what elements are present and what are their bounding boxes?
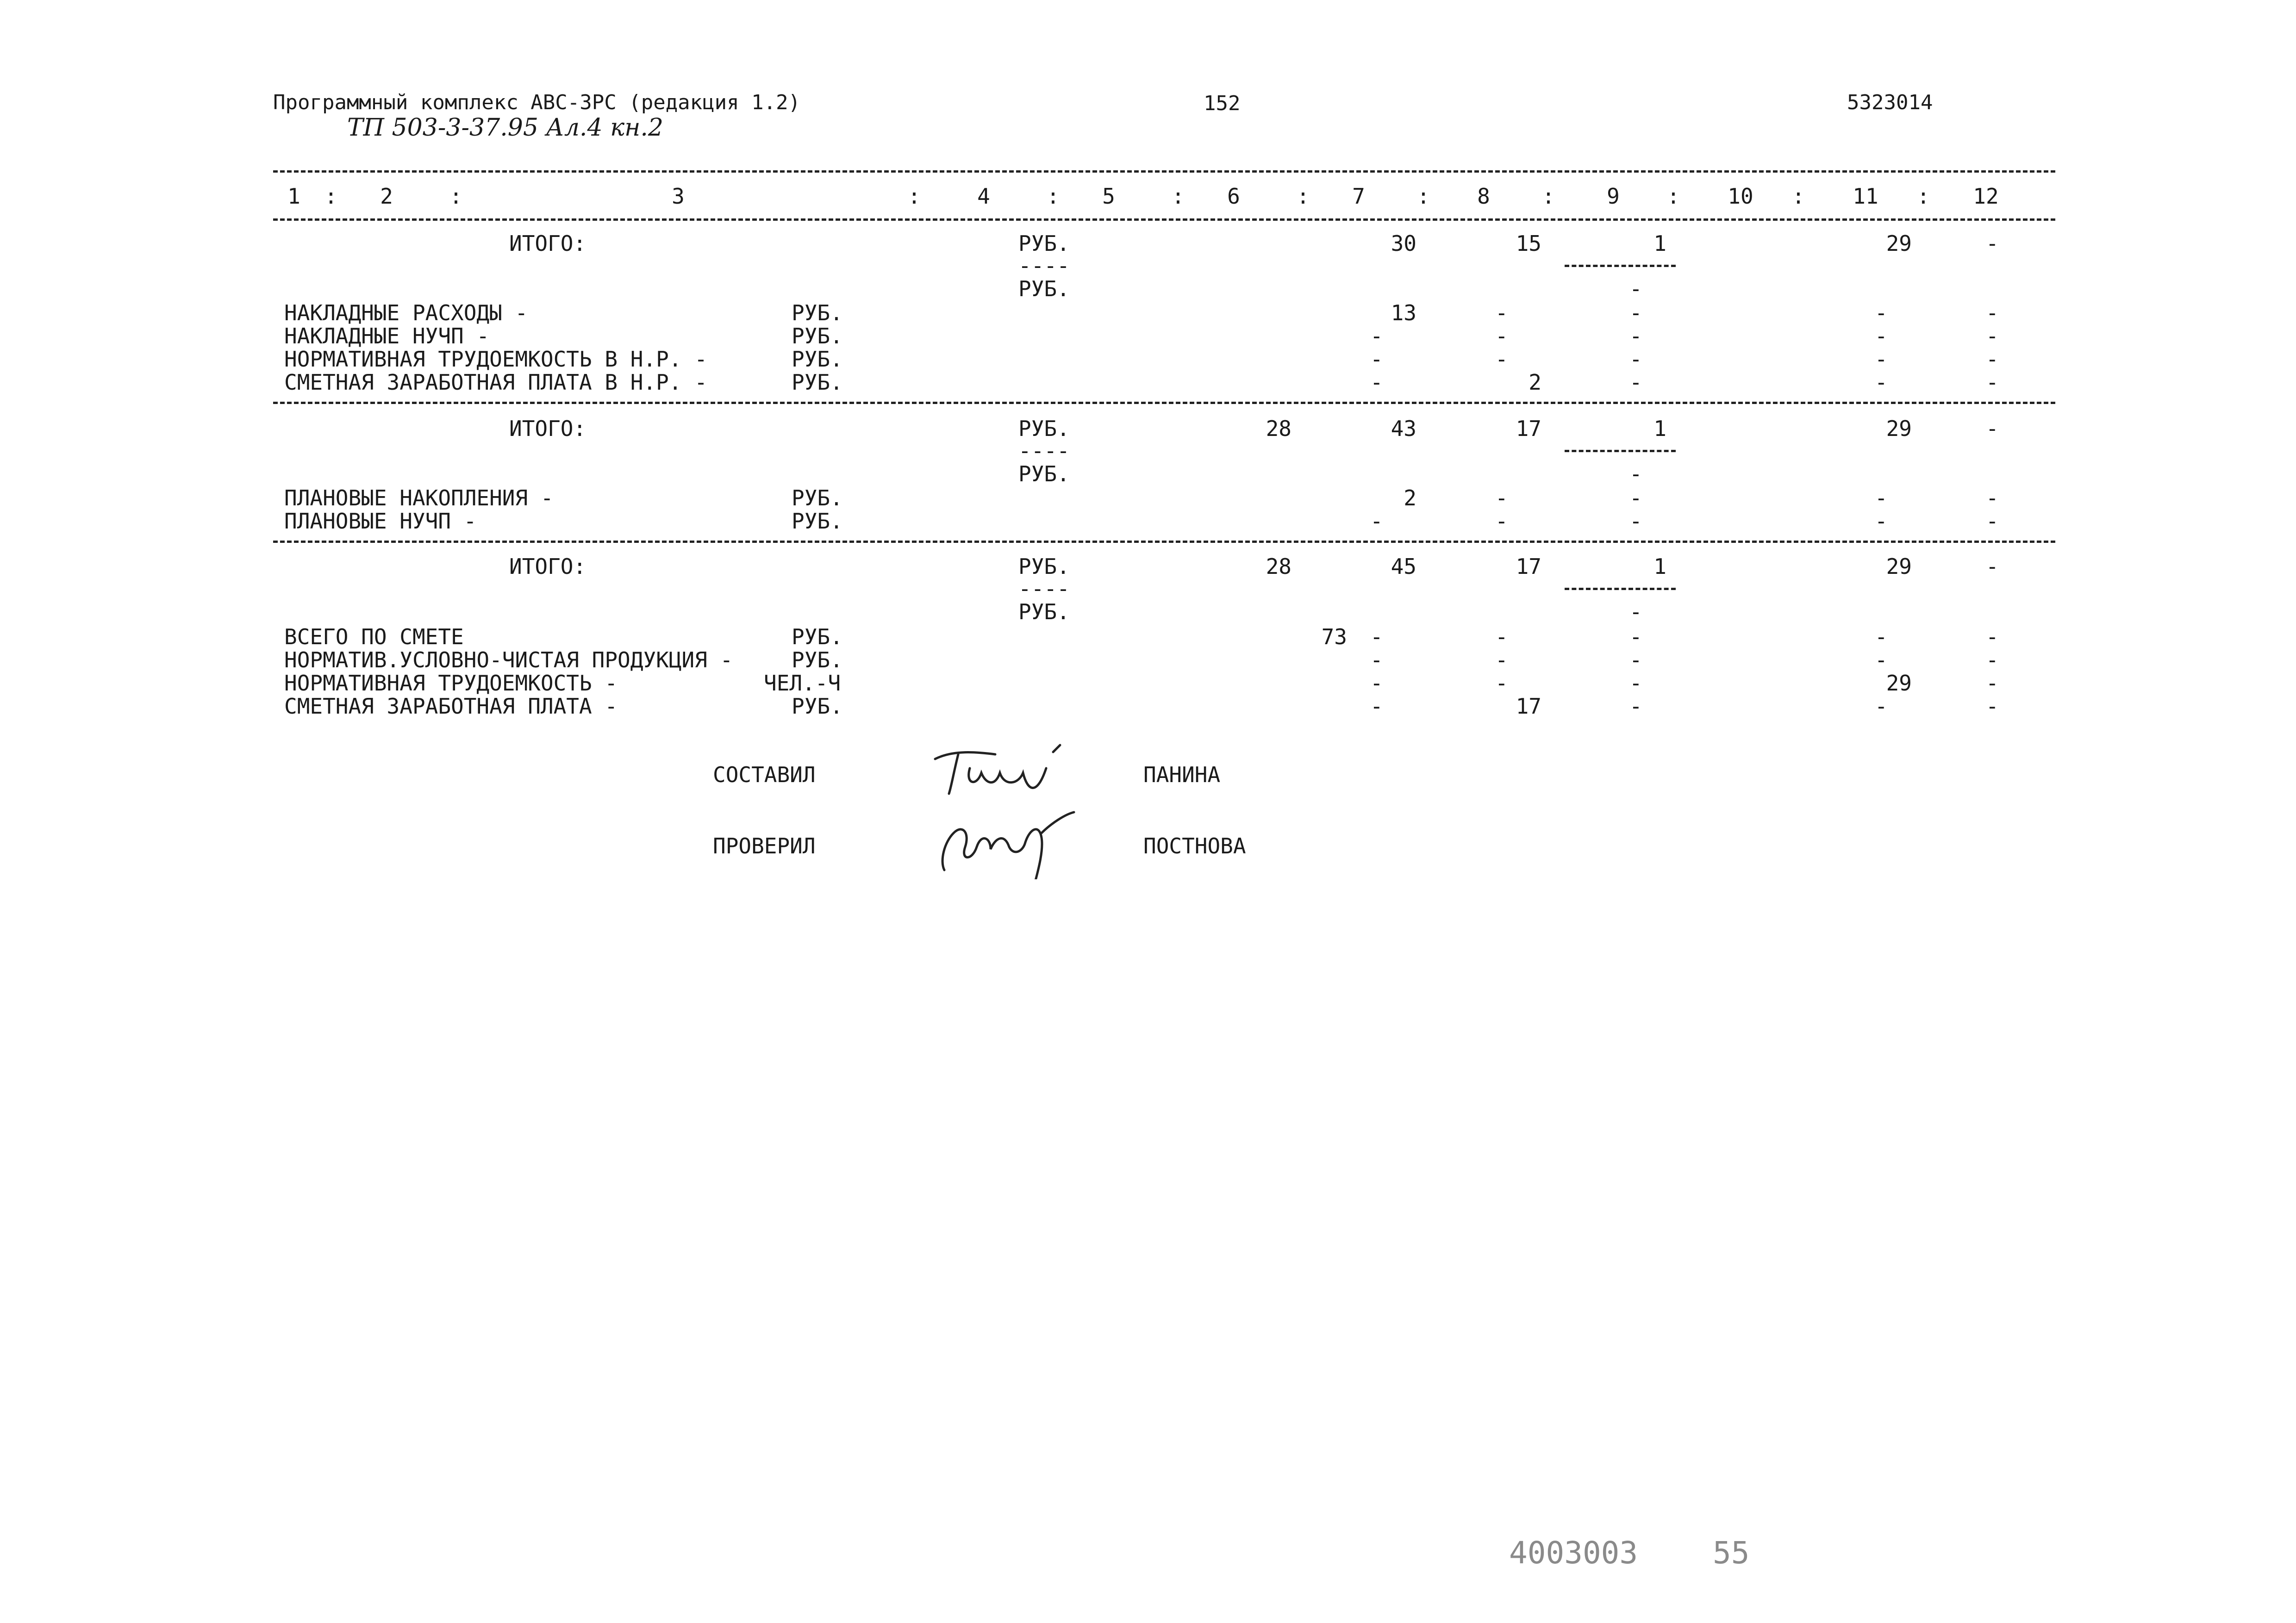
section-rule <box>273 402 2055 404</box>
cell-col8: 17 <box>1516 694 1541 719</box>
row-label: НОРМАТИВ.УСЛОВНО-ЧИСТАЯ ПРОДУКЦИЯ - <box>284 647 733 672</box>
subtotal-rule <box>1565 265 1676 267</box>
row-label: НОРМАТИВНАЯ ТРУДОЕМКОСТЬ - <box>284 671 618 696</box>
cell-col8: 15 <box>1516 231 1541 256</box>
cell-col12: - <box>1986 647 1999 672</box>
cell-col9: - <box>1629 323 1642 348</box>
checked-by-name: ПОСТНОВА <box>1143 833 1246 858</box>
cell-col7: - <box>1370 370 1383 395</box>
cell-col12: - <box>1986 671 1999 696</box>
column-number-12: 12 <box>1973 184 1999 209</box>
cell-col9: 1 <box>1653 554 1666 579</box>
column-separator: : <box>1172 184 1185 209</box>
cell-col12: - <box>1986 509 1999 534</box>
total-label: ИТОГО: <box>509 554 586 579</box>
column-number-7: 7 <box>1352 184 1365 209</box>
column-separator: : <box>1047 184 1060 209</box>
row-label: СМЕТНАЯ ЗАРАБОТНАЯ ПЛАТА - <box>284 694 618 719</box>
cell-col8: - <box>1495 624 1508 649</box>
total-unit: РУБ. <box>1018 231 1070 256</box>
project-handwritten-reference: ТП 503-3-37.95 Ал.4 кн.2 <box>347 114 663 142</box>
cell-col12: - <box>1986 485 1999 510</box>
cell-col7: 43 <box>1391 416 1416 441</box>
row-unit: РУБ. <box>792 370 843 395</box>
subtotal-rule <box>1565 450 1676 452</box>
column-number-2: 2 <box>380 184 393 209</box>
archive-stamp: 4003003 <box>1509 1535 1638 1571</box>
row-unit: РУБ. <box>792 694 843 719</box>
column-separator: : <box>908 184 921 209</box>
program-title: Программный комплекс АВС-ЗРС (редакция 1.2) <box>273 91 801 114</box>
row-label: НАКЛАДНЫЕ РАСХОДЫ - <box>284 300 528 325</box>
row-unit: ЧЕЛ.-Ч <box>764 671 841 696</box>
cell-col9-second: - <box>1629 599 1642 624</box>
cell-col9: - <box>1629 694 1642 719</box>
cell-col7: 30 <box>1391 231 1416 256</box>
cell-col12: - <box>1986 370 1999 395</box>
checked-by-label: ПРОВЕРИЛ <box>713 833 816 858</box>
cell-col8: - <box>1495 671 1508 696</box>
page-number: 152 <box>1204 92 1241 115</box>
cell-col12: - <box>1986 624 1999 649</box>
cell-col11: - <box>1875 509 1888 534</box>
total-unit-second: РУБ. <box>1018 276 1070 301</box>
cell-col6: 28 <box>1266 416 1292 441</box>
cell-col7: 13 <box>1391 300 1416 325</box>
column-number-9: 9 <box>1607 184 1620 209</box>
subtotal-rule <box>1565 588 1676 590</box>
column-number-11: 11 <box>1853 184 1878 209</box>
cell-col8: 17 <box>1516 416 1541 441</box>
row-unit: РУБ. <box>792 347 843 372</box>
cell-col6: 28 <box>1266 554 1292 579</box>
cell-col9: - <box>1629 347 1642 372</box>
column-number-4: 4 <box>977 184 990 209</box>
cell-col8: - <box>1495 323 1508 348</box>
row-label: СМЕТНАЯ ЗАРАБОТНАЯ ПЛАТА В Н.Р. - <box>284 370 707 395</box>
cell-col7: - <box>1370 647 1383 672</box>
total-unit: РУБ. <box>1018 554 1070 579</box>
compiled-by-name: ПАНИНА <box>1143 762 1221 787</box>
cell-col9: - <box>1629 671 1642 696</box>
row-unit: РУБ. <box>792 485 843 510</box>
total-unit-second: РУБ. <box>1018 599 1070 624</box>
header-bottom-rule <box>273 218 2055 221</box>
cell-col12: - <box>1986 231 1999 256</box>
compiled-by-label: СОСТАВИЛ <box>713 762 816 787</box>
column-separator: : <box>324 184 337 209</box>
row-label: ВСЕГО ПО СМЕТЕ <box>284 624 464 649</box>
row-unit: РУБ. <box>792 300 843 325</box>
column-number-10: 10 <box>1728 184 1753 209</box>
cell-col8: - <box>1495 485 1508 510</box>
cell-col12: - <box>1986 694 1999 719</box>
cell-col12: - <box>1986 416 1999 441</box>
cell-col9: - <box>1629 300 1642 325</box>
total-label: ИТОГО: <box>509 231 586 256</box>
cell-col9: 1 <box>1653 231 1666 256</box>
cell-col12: - <box>1986 323 1999 348</box>
cell-col6: 73 <box>1321 624 1347 649</box>
column-number-5: 5 <box>1102 184 1115 209</box>
section-rule <box>273 541 2055 543</box>
column-separator: : <box>1542 184 1555 209</box>
cell-col12: - <box>1986 300 1999 325</box>
column-number-6: 6 <box>1227 184 1240 209</box>
total-unit-second: РУБ. <box>1018 461 1070 486</box>
cell-col7: 45 <box>1391 554 1416 579</box>
cell-col9: - <box>1629 647 1642 672</box>
column-number-3: 3 <box>672 184 685 209</box>
cell-col7: - <box>1370 509 1383 534</box>
column-number-1: 1 <box>287 184 300 209</box>
row-unit: РУБ. <box>792 509 843 534</box>
cell-col11: - <box>1875 647 1888 672</box>
column-separator: : <box>1297 184 1310 209</box>
row-unit: РУБ. <box>792 624 843 649</box>
cell-col11: 29 <box>1886 416 1912 441</box>
column-separator: : <box>1417 184 1430 209</box>
cell-col9: - <box>1629 485 1642 510</box>
compiled-by-signature <box>926 740 1092 801</box>
cell-col9: - <box>1629 370 1642 395</box>
cell-col7: - <box>1370 624 1383 649</box>
column-separator: : <box>1667 184 1680 209</box>
cell-col8: - <box>1495 300 1508 325</box>
row-label: НОРМАТИВНАЯ ТРУДОЕМКОСТЬ В Н.Р. - <box>284 347 707 372</box>
row-label: ПЛАНОВЫЕ НАКОПЛЕНИЯ - <box>284 485 554 510</box>
cell-col11: - <box>1875 300 1888 325</box>
column-separator: : <box>449 184 462 209</box>
cell-col7: - <box>1370 347 1383 372</box>
cell-col7: - <box>1370 671 1383 696</box>
row-unit: РУБ. <box>792 647 843 672</box>
cell-col11: - <box>1875 370 1888 395</box>
cell-col11: - <box>1875 485 1888 510</box>
cell-col8: - <box>1495 509 1508 534</box>
row-label: ПЛАНОВЫЕ НУЧП - <box>284 509 477 534</box>
cell-col8: 17 <box>1516 554 1541 579</box>
document-code: 5323014 <box>1847 91 1933 114</box>
total-unit: РУБ. <box>1018 416 1070 441</box>
cell-col7: 2 <box>1404 485 1416 510</box>
cell-col8: - <box>1495 347 1508 372</box>
cell-col9-second: - <box>1629 276 1642 301</box>
cell-col8: - <box>1495 647 1508 672</box>
cell-col9-second: - <box>1629 461 1642 486</box>
cell-col11: - <box>1875 694 1888 719</box>
total-label: ИТОГО: <box>509 416 586 441</box>
cell-col11: 29 <box>1886 671 1912 696</box>
total-unit-underline: ---- <box>1018 438 1070 463</box>
cell-col12: - <box>1986 347 1999 372</box>
cell-col11: 29 <box>1886 554 1912 579</box>
checked-by-signature <box>926 805 1092 879</box>
cell-col9: 1 <box>1653 416 1666 441</box>
cell-col11: - <box>1875 323 1888 348</box>
cell-col9: - <box>1629 509 1642 534</box>
sheet-number: 55 <box>1713 1535 1750 1571</box>
column-separator: : <box>1917 184 1930 209</box>
cell-col8: 2 <box>1529 370 1541 395</box>
table-top-rule <box>273 170 2055 173</box>
total-unit-underline: ---- <box>1018 576 1070 601</box>
cell-col9: - <box>1629 624 1642 649</box>
column-separator: : <box>1792 184 1805 209</box>
cell-col11: 29 <box>1886 231 1912 256</box>
column-number-8: 8 <box>1477 184 1490 209</box>
row-unit: РУБ. <box>792 323 843 348</box>
cell-col11: - <box>1875 347 1888 372</box>
row-label: НАКЛАДНЫЕ НУЧП - <box>284 323 490 348</box>
cell-col11: - <box>1875 624 1888 649</box>
total-unit-underline: ---- <box>1018 253 1070 278</box>
cell-col7: - <box>1370 323 1383 348</box>
cell-col7: - <box>1370 694 1383 719</box>
cell-col12: - <box>1986 554 1999 579</box>
